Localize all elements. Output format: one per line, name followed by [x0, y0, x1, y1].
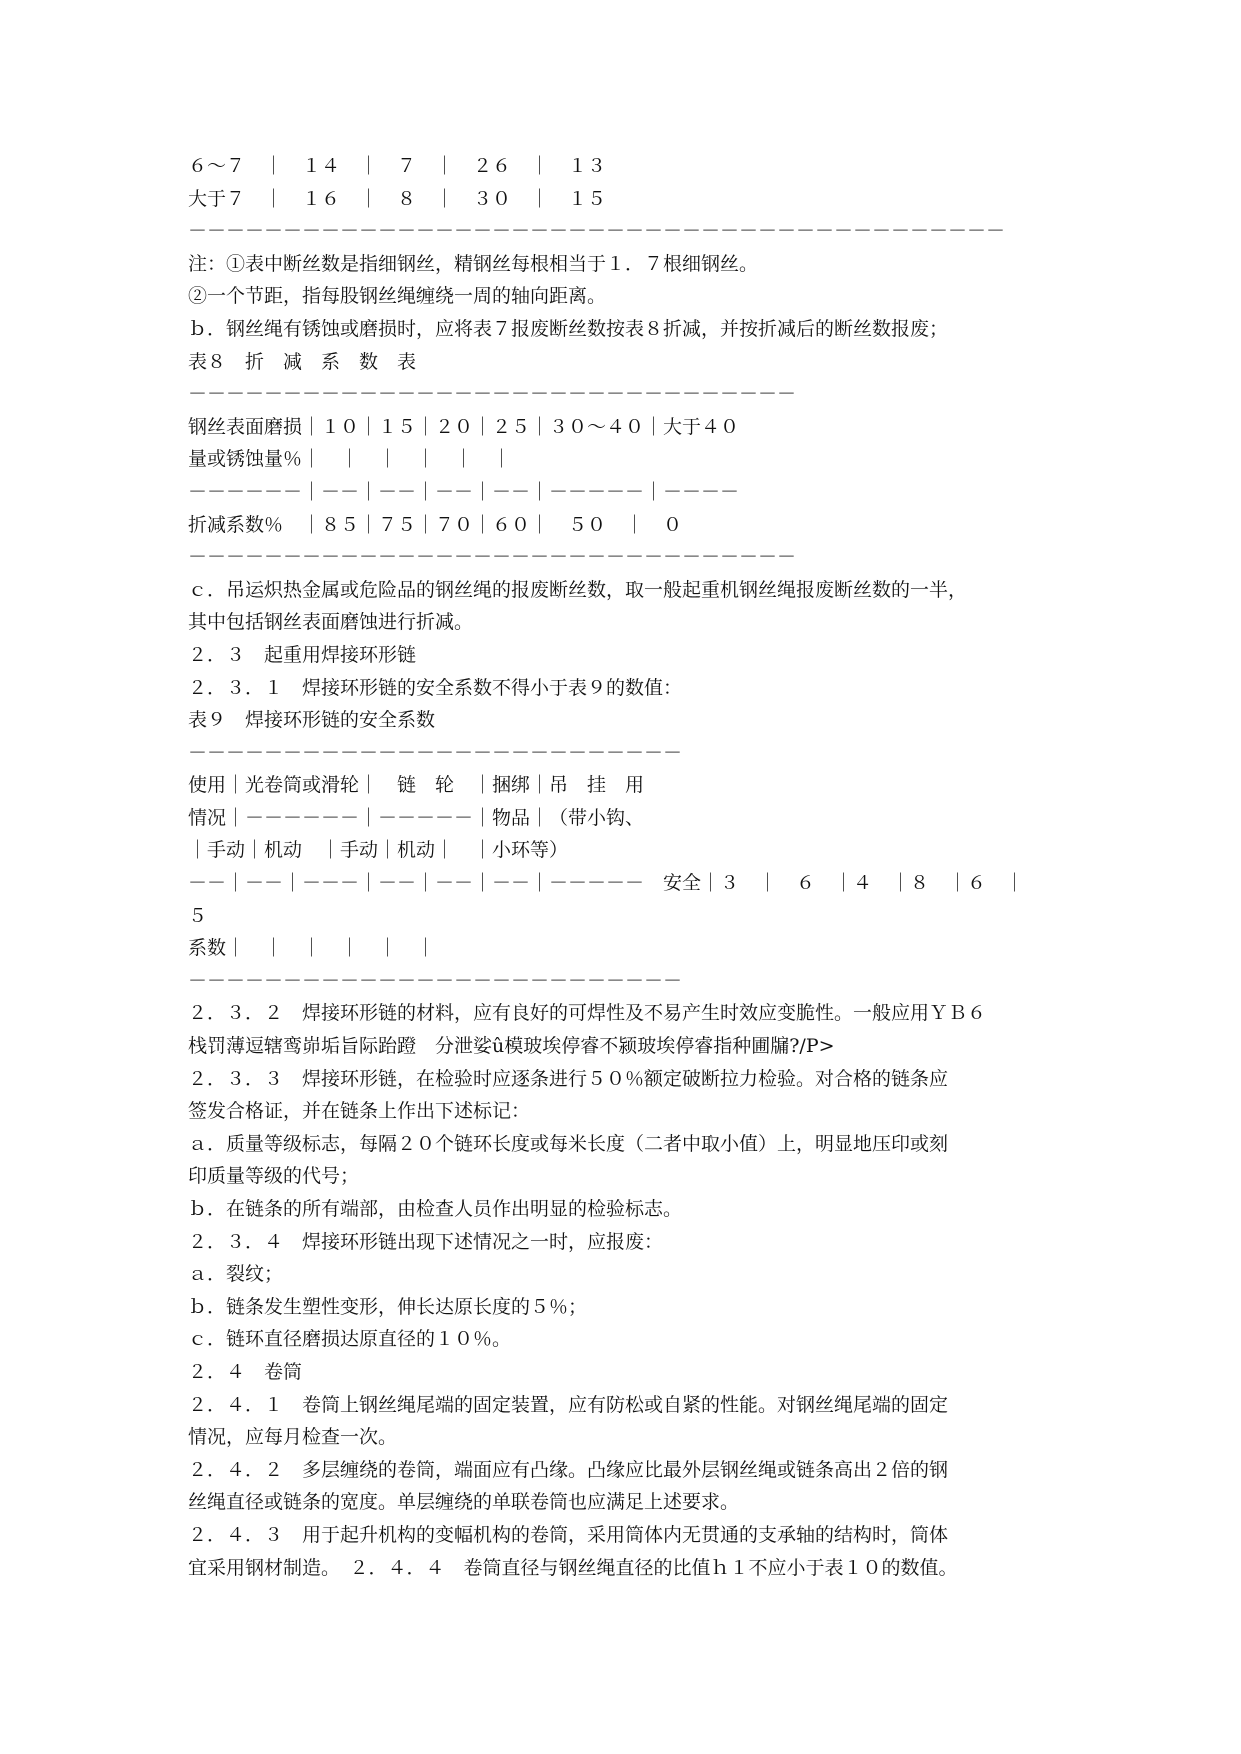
text-line: ｃ．链环直径磨损达原直径的１０％。	[188, 1328, 512, 1351]
text-line: ｃ．吊运炽热金属或危险品的钢丝绳的报废断丝数，取一般起重机钢丝绳报废断丝数的一半，	[188, 578, 968, 601]
garbled-text-line: 栈罚薄逗辖鸾峁垢旨际跆蹬 分泄娑û模玻埃停睿不颍玻埃停睿指种圃牖?/P>	[188, 1035, 835, 1058]
table-row: 量或锈蚀量％｜ ｜ ｜ ｜ ｜ ｜	[188, 448, 512, 471]
text-line: ａ．质量等级标志，每隔２０个链环长度或每米长度（二者中取小值）上，明显地压印或刻	[188, 1132, 949, 1155]
text-line: 宜采用钢材制造。 ２．４．４ 卷筒直径与钢丝绳直径的比值ｈ１不应小于表１０的数值。	[188, 1556, 958, 1579]
text-line: 大于７ ｜ １６ ｜ ８ ｜ ３０ ｜ １５	[188, 187, 607, 210]
table-row: ｜手动｜机动 ｜手动｜机动｜ ｜小环等）	[188, 839, 569, 862]
text-line: ａ．裂纹；	[188, 1263, 284, 1286]
text-line: ２．３．１ 焊接环形链的安全系数不得小于表９的数值：	[188, 676, 683, 699]
table-rule: －－－－－－－－－－－－－－－－－－－－－－－－－－－－－－－－－－－－－－－－－－－	[188, 220, 1006, 243]
text-line: ２．３．４ 焊接环形链出现下述情况之一时，应报废：	[188, 1230, 664, 1253]
section-heading: ２．４ 卷筒	[188, 1360, 303, 1383]
text-line: 签发合格证，并在链条上作出下述标记：	[188, 1100, 531, 1123]
table-rule: －－－－－－－－－－－－－－－－－－－－－－－－－－	[188, 969, 683, 992]
text-line: ｂ．钢丝绳有锈蚀或磨损时，应将表７报废断丝数按表８折减，并按折减后的断丝数报废；	[188, 317, 949, 340]
table-row: 折减系数％ ｜８５｜７５｜７０｜６０｜ ５０ ｜ ０	[188, 513, 683, 536]
text-line: 情况，应每月检查一次。	[188, 1426, 398, 1449]
table-rule: －－－－－－｜－－｜－－｜－－｜－－｜－－－－－｜－－－－	[188, 480, 740, 503]
text-line: ２．３．３ 焊接环形链，在检验时应逐条进行５０％额定破断拉力检验。对合格的链条应	[188, 1067, 949, 1090]
text-line: 印质量等级的代号；	[188, 1165, 360, 1188]
table-title: 表８ 折 减 系 数 表	[188, 350, 417, 373]
text-line: ６～７ ｜ １４ ｜ ７ ｜ ２６ ｜ １３	[188, 155, 607, 177]
table-rule: －－－－－－－－－－－－－－－－－－－－－－－－－－－－－－－－	[188, 383, 797, 406]
section-heading: ２．３ 起重用焊接环形链	[188, 643, 417, 666]
table-row: －－｜－－｜－－－｜－－｜－－｜－－｜－－－－－ 安全｜３ ｜ ６ ｜４ ｜８ ｜６ ｜	[188, 872, 1025, 895]
table-row: 情况｜－－－－－－｜－－－－－｜物品｜（带小钩、	[188, 806, 645, 829]
table-row: 使用｜光卷筒或滑轮｜ 链 轮 ｜捆绑｜吊 挂 用	[188, 774, 645, 797]
text-line: ２．４．２ 多层缠绕的卷筒，端面应有凸缘。凸缘应比最外层钢丝绳或链条高出２倍的钢	[188, 1458, 949, 1481]
table-row: ５	[188, 904, 208, 927]
document-body	[188, 150, 1068, 1584]
text-line: ２．４．３ 用于起升机构的变幅机构的卷筒，采用筒体内无贯通的支承轴的结构时，筒体	[188, 1523, 949, 1546]
table-title: 表９ 焊接环形链的安全系数	[188, 709, 436, 732]
text-line: ｂ．链条发生塑性变形，伸长达原长度的５％；	[188, 1295, 588, 1318]
text-line: 丝绳直径或链条的宽度。单层缠绕的单联卷筒也应满足上述要求。	[188, 1491, 740, 1514]
text-line: ②一个节距，指每股钢丝绳缠绕一周的轴向距离。	[188, 285, 607, 308]
table-rule: －－－－－－－－－－－－－－－－－－－－－－－－－－	[188, 741, 683, 764]
table-rule: －－－－－－－－－－－－－－－－－－－－－－－－－－－－－－－－	[188, 546, 797, 569]
text-line: 注：①表中断丝数是指细钢丝，精钢丝每根相当于１．７根细钢丝。	[188, 252, 759, 275]
text-line: ２．３．２ 焊接环形链的材料，应有良好的可焊性及不易产生时效应变脆性。一般应用ＹＢ６	[188, 1002, 987, 1025]
text-line: ｂ．在链条的所有端部，由检查人员作出明显的检验标志。	[188, 1198, 683, 1220]
text-line: 其中包括钢丝表面磨蚀进行折减。	[188, 611, 474, 634]
table-row: 钢丝表面磨损｜１０｜１５｜２０｜２５｜３０～４０｜大于４０	[188, 415, 740, 438]
text-line: ２．４．１ 卷筒上钢丝绳尾端的固定装置，应有防松或自紧的性能。对钢丝绳尾端的固定	[188, 1393, 949, 1416]
table-row: 系数｜ ｜ ｜ ｜ ｜ ｜	[188, 937, 436, 960]
